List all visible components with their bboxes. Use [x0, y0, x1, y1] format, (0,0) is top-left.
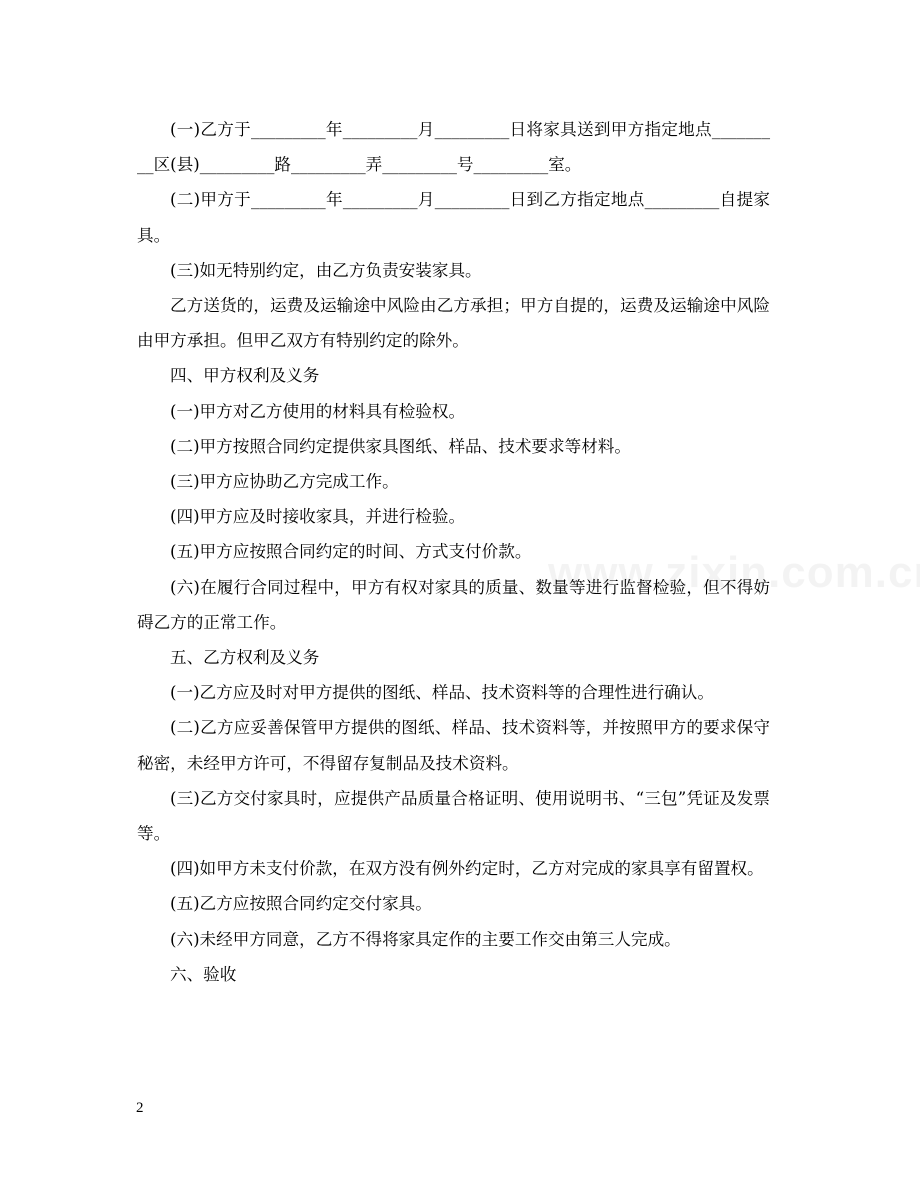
section-heading-acceptance: 六、验收 [170, 964, 237, 984]
paragraph-a-inspection-right: (一)甲方对乙方使用的材料具有检验权。 [170, 401, 466, 421]
paragraph-a-provide-drawings: (二)甲方按照合同约定提供家具图纸、样品、技术要求等材料。 [170, 436, 631, 456]
paragraph-pickup-by-a: (二)甲方于_________年_________月_________日到乙方指定地点_________自提家具。 [137, 190, 770, 245]
paragraph-b-deliver: (五)乙方应按照合同约定交付家具。 [170, 894, 432, 914]
paragraph-freight-risk: 乙方送货的，运费及运输途中风险由乙方承担；甲方自提的，运费及运输途中风险由甲方承担。但甲乙双方有特别约定的除外。 [137, 296, 770, 351]
paragraph-a-payment: (五)甲方应按照合同约定的时间、方式支付价款。 [170, 542, 532, 562]
paragraph-b-lien: (四)如甲方未支付价款，在双方没有例外约定时，乙方对完成的家具享有留置权。 [170, 859, 764, 879]
paragraph-a-supervision: (六)在履行合同过程中，甲方有权对家具的质量、数量等进行监督检验，但不得妨碍乙方的正常工作。 [137, 577, 770, 632]
paragraph-a-assist: (三)甲方应协助乙方完成工作。 [170, 472, 399, 492]
paragraph-installation: (三)如无特别约定，由乙方负责安装家具。 [170, 260, 482, 280]
section-heading-party-a-rights: 四、甲方权利及义务 [170, 366, 320, 386]
document-body [137, 112, 770, 992]
paragraph-delivery-by-b: (一)乙方于_________年_________月_________日将家具送到甲方指定地点_________区(县)_________路_________弄_________号_________室。 [137, 120, 770, 175]
paragraph-b-delivery-docs: (三)乙方交付家具时，应提供产品质量合格证明、使用说明书、“三包”凭证及发票等。 [137, 788, 770, 844]
paragraph-b-no-subcontract: (六)未经甲方同意，乙方不得将家具定作的主要工作交由第三人完成。 [170, 929, 681, 949]
paragraph-b-confirm: (一)乙方应及时对甲方提供的图纸、样品、技术资料等的合理性进行确认。 [170, 683, 714, 703]
section-heading-party-b-rights: 五、乙方权利及义务 [170, 648, 320, 668]
page-number: 2 [136, 1100, 144, 1116]
paragraph-a-receive: (四)甲方应及时接收家具，并进行检验。 [170, 507, 466, 527]
paragraph-b-confidentiality: (二)乙方应妥善保管甲方提供的图纸、样品、技术资料等，并按照甲方的要求保守秘密，未经甲方许可，不得留存复制品及技术资料。 [137, 718, 770, 773]
